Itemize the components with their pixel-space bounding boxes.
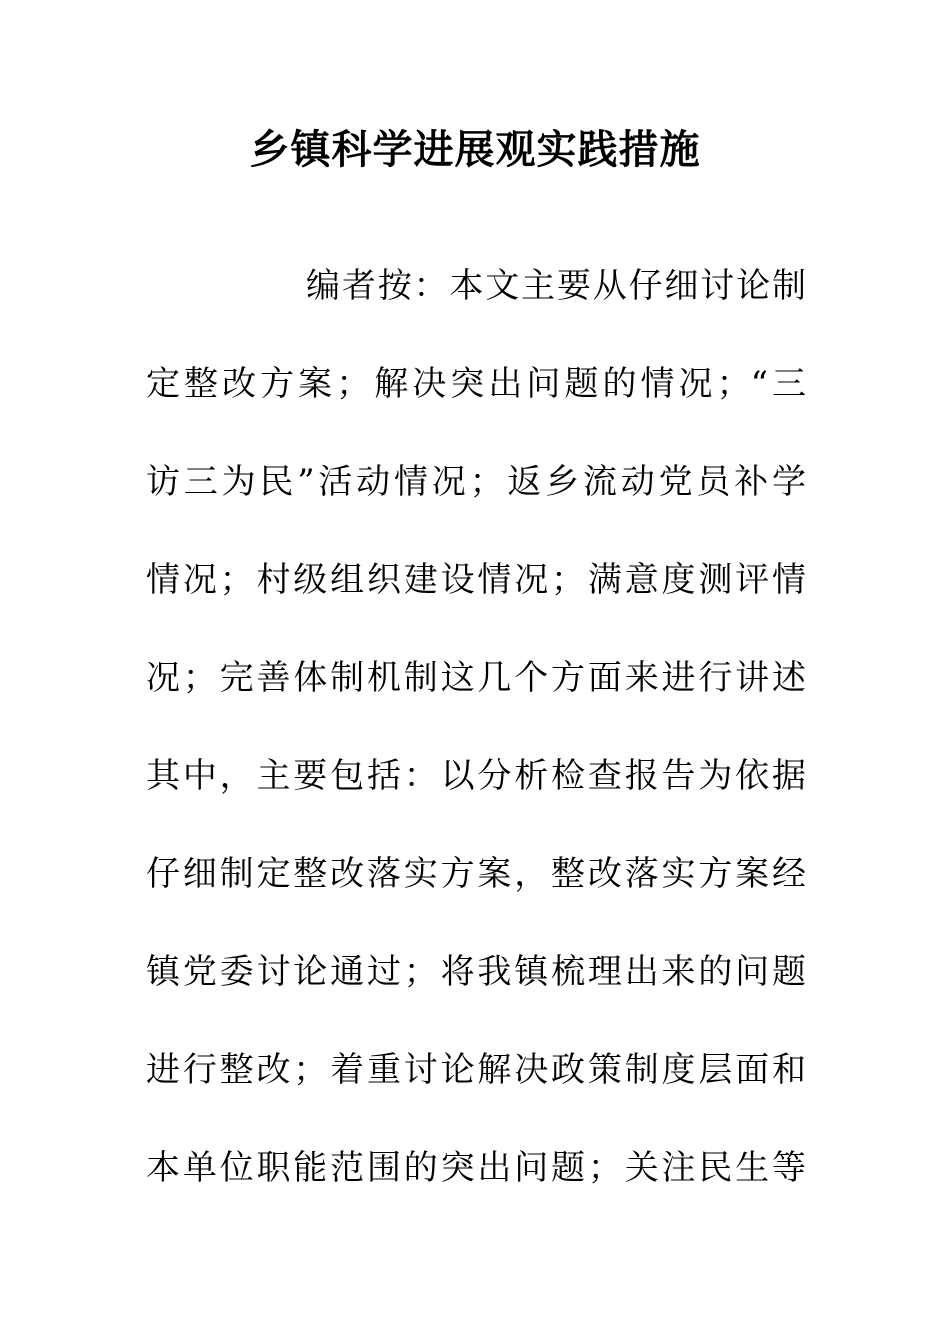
paragraph-line: 编者按：本文主要从仔细讨论制 — [306, 266, 806, 306]
paragraph-line: 情况；村级组织建设情况；满意度测评情 — [146, 560, 806, 600]
paragraph-line: 其中，主要包括：以分析检查报告为依据 — [146, 756, 806, 796]
paragraph-line: 定整改方案；解决突出问题的情况；“三 — [146, 364, 806, 404]
paragraph-line: 访三为民”活动情况；返乡流动党员补学 — [146, 462, 806, 502]
paragraph-line: 本单位职能范围的突出问题；关注民生等 — [146, 1148, 806, 1188]
paragraph-line: 况；完善体制机制这几个方面来进行讲述 — [146, 658, 806, 698]
paragraph-line: 镇党委讨论通过；将我镇梳理出来的问题 — [146, 952, 806, 992]
paragraph-line: 进行整改；着重讨论解决政策制度层面和 — [146, 1050, 806, 1090]
page-title: 乡镇科学进展观实践措施 — [249, 127, 701, 173]
paragraph-line: 仔细制定整改落实方案，整改落实方案经 — [146, 854, 806, 894]
